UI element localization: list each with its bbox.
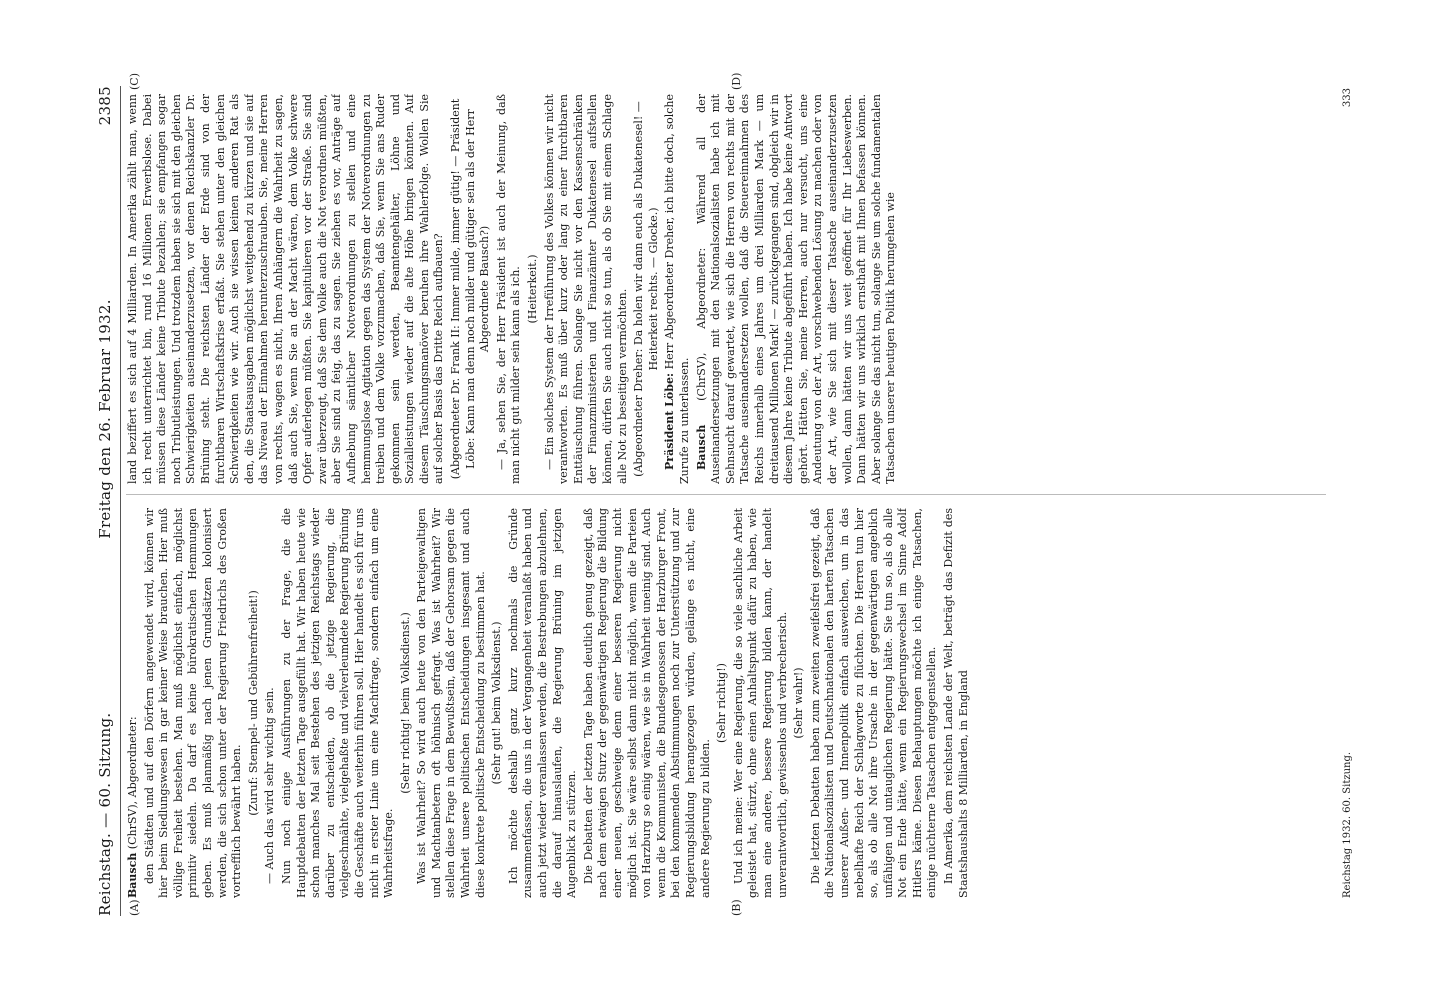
column-divider <box>126 494 1326 495</box>
speech-paragraph: Und ich meine: Wer eine Regierung, die so viele sachliche Arbeit geleistet hat, stürzt, ohne einen Anhaltspunkt dafür zu haben, wie man eine andere, bessere Regierung bilden kann, der handelt unverantwortlich, gewissenlos und verbrecherisch. <box>731 508 789 898</box>
footer-sheet-number: 333 <box>1342 88 1353 108</box>
speech-text: Herr Abgeordneter Dreher, ich bitte doch, solche Zurufe zu unterlassen. <box>663 94 691 484</box>
speech-paragraph: Die Debatten der letzten Tage haben deutlich genug gezeigt, daß nach dem etwaigen Sturz der gegenwärtigen Regierung die Bildung einer neuen, geschweige denn einer besseren Regierung nicht möglich ist. Sie wäre selbst dann nicht möglich, wenn die Parteien von Harzburg so einig wären, wie sie in Wahrheit uneinig sind. Auch wenn die Kommunisten, die Bundesgenossen der Harzburger Front, bei den kommenden Abstimmungen noch zur Unterstützung und zur Regierungsbildung herangezogen würden, gelänge es nicht, eine andere Regierung zu bilden. <box>581 508 712 898</box>
speech-text: (ChrSV), Abgeordneter: Während all der Auseinandersetzungen mit den Nationalsozialisten habe ich mit Sehnsucht darauf gewartet, wie sich die Herren von rechts mit der Tatsache auseinandersetzen wollen, daß die Steuereinnahmen des Reichs innerhalb eines Jahres um drei Milliarden Mark — um dreitausend Millionen Mark! — zurückgegangen sind, obgleich wir in diesem Jahre keine Tribute abgeführt haben. Ich habe keine Antwort gehört. Hätten Sie, meine Herren, auch nur versucht, uns eine Andeutung von der Art, vorschwebenden Lösung zu machen oder von der Art, wie Sie sich mit dieser Tatsache auseinanderzusetzen wollen, dann hätten wir uns weit geöffnet für Ihr Liebeswerben. Dann hätten wir uns wirklich ernsthaft mit Ihnen befassen können. Aber solange Sie das nicht tun, solange Sie um solche fundamentalen Tatsachen unserer heutigen Politik herumgehen wie <box>694 94 898 484</box>
speech-paragraph: land beziffert es sich auf 4 Milliarden. In Amerika zählt man, wenn ich recht unterrichtet bin, rund 16 Millionen Erwerbslose. Dabei müssen diese Länder keine Tribute bezahlen; sie empfangen sogar noch Tributleistungen. Und trotzdem haben sie sich mit den gleichen Schwierigkeiten auseinanderzusetzen, vor denen Reichskanzler Dr. Brüning steht. Die reichsten Länder der Erde sind von der furchtbaren Wirtschaftskrise erfaßt. Sie stehen unter den gleichen Schwierigkeiten wie wir. Auch sie wissen keinen anderen Rat als den, die Staatsausgaben möglichst weitgehend zu kürzen und sie auf das Niveau der Einnahmen herunterzuschrauben. Sie, meine Herren von rechts, wagen es nicht, Ihren Anhängern die Wahrheit zu sagen, daß auch Sie, wenn Sie an der Macht wären, dem Volke schwere Opfer auferlegen müßten. Sie kapitulieren vor der Straße. Sie sind zwar überzeugt, daß Sie dem Volke auch die Not verordnen müßten, aber Sie sind zu feig, das zu sagen. Sie ziehen es vor, Anträge auf Aufhebung sämtlicher Notverordnungen zu stellen und eine hemmungslose Agitation gegen das System der Notverordnungen zu treiben und dem Volke vorzumachen, daß Sie, wenn Sie ans Ruder gekommen sein werden, Beamtengehälter, Löhne und Sozialleistungen wieder auf die alte Höhe bringen könnten. Auf diesem Täuschungsmanöver beruhen ihre Wahlerfolge. Wollen Sie auf solcher Basis das Dritte Reich aufbauen? <box>126 94 446 484</box>
margin-mark-a: (A) <box>128 899 141 916</box>
speech-paragraph: Ich möchte deshalb ganz kurz nochmals die Gründe zusammenfassen, die uns in der Vergangenheit veranlaßt haben und auch jetzt wieder veranlassen werden, die Bestrebungen abzulehnen, die darauf hinauslaufen, die Regierung Brüning im jetzigen Augenblick zu stürzen. <box>506 508 579 898</box>
interjection: (Sehr richtig! beim Volksdienst.) <box>398 612 412 794</box>
speaker-name: Präsident Löbe: <box>663 372 677 470</box>
header-left: Reichstag. — 60. Sitzung. <box>96 712 114 916</box>
footer-left: Reichstag 1932. 60. Sitzung. <box>1342 751 1353 898</box>
speech-paragraph: Nun noch einige Ausführungen zu der Frage, die die Hauptdebatten der letzten Tage ausgefüllt hat. Wir haben heute wie schon manches Mal seit Bestehen des jetzigen Reichstags wieder darüber zu entscheiden, ob die jetzige Regierung, die vielgeschmähte, vielgehaßte und vielverleumdete Regierung Brüning die Geschäfte auch weiterhin führen soll. Hier handelt es sich für uns nicht in erster Linie um eine Machtfrage, sondern einfach um eine Wahrheitsfrage. <box>279 508 396 898</box>
interjection: (Sehr gut! beim Volksdienst.) <box>490 621 504 785</box>
speech-paragraph: — Ja, sehen Sie, der Herr Präsident ist auch der Meinung, daß man nicht gut milder sein kann als ich. <box>494 94 523 484</box>
page-number: 2385 <box>96 86 114 126</box>
speech-paragraph: — Auch das wird sehr wichtig sein. <box>263 687 277 884</box>
speech-text: (ChrSV), Abgeordneter: <box>126 716 139 853</box>
speaker-paragraph <box>663 94 692 484</box>
interjection: (Sehr richtig!) <box>715 663 729 743</box>
speaker-name: Bausch <box>126 852 139 898</box>
page-header <box>96 86 118 916</box>
page-footer <box>1342 88 1358 898</box>
margin-mark-b: (B) <box>730 899 743 916</box>
interjection: (Abgeordneter Dreher: Da holen wir dann euch als Dukatenesel! — Heiterkeit rechts. — Glocke.) <box>632 101 660 477</box>
speech-paragraph: In Amerika, dem reichsten Lande der Welt, beträgt das Defizit des Staatshaushalts 8 Milliarden, in England <box>942 508 970 898</box>
margin-mark-c: (C) <box>128 73 141 90</box>
interjection: (Sehr wahr!) <box>792 667 806 739</box>
header-rule <box>120 86 121 916</box>
speech-paragraph: Die letzten Debatten haben zum zweiten zweifelsfrei gezeigt, daß die Nationalsozialisten und Deutschnationalen den harten Tatsachen unserer Außen- und Innenpolitik einfach ausweichen, um in das nebelhafte Reich der Schlagworte zu flüchten. Die Herren tun hier so, als ob alle Not ihre Ursache in der gegenwärtigen angeblich unfähigen und untauglichen Regierung hätte. Sie tun so, als ob alle Not ein Ende hätte, wenn ein Regierungswechsel im Sinne Adolf Hitlers käme. Diesen Behauptungen möchte ich einige Tatsachen, einige nüchterne Tatsachen entgegenstellen. <box>808 508 939 898</box>
speaker-name: Bausch <box>694 424 708 470</box>
speaker-paragraph <box>126 508 141 898</box>
speaker-paragraph <box>695 94 899 484</box>
header-date: Freitag den 26. Februar 1932. <box>96 299 114 539</box>
left-column <box>126 508 1336 898</box>
speech-paragraph: Was ist Wahrheit? So wird auch heute von den Parteigewaltigen und Machtanbetern oft höhnisch gefragt. Was ist Wahrheit? Wir stellen diese Frage in dem Bewußtsein, daß der Gehorsam gegen die Wahrheit unsere politischen Entscheidungen insgesamt und auch diese konkrete politische Entscheidung zu bestimmen hat. <box>415 508 487 898</box>
speech-paragraph: den Städten und auf den Dörfern angewendet wird, können wir hier beim Siedlungswesen in gar keiner Weise brauchen. Hier muß völlige Freiheit bestehen. Man muß möglichst einfach, möglichst primitiv siedeln. Da darf es keine bürokratischen Hemmungen geben. Es muß planmäßig nach jenen Grundsätzen kolonisiert werden, die sich schon unter der Regierung Friedrichs des Großen vortrefflich bewährt haben. <box>142 508 244 898</box>
interjection: (Heiterkeit.) <box>526 254 540 324</box>
right-column <box>126 94 1336 484</box>
speech-paragraph: — Ein solches System der Irreführung des Volkes können wir nicht verantworten. Es muß über kurz oder lang zu einer furchtbaren Enttäuschung führen. Solange Sie nicht vor den Kassenschränken der Finanzministerien und Finanzämter Dukatenesel aufstellen können, dürfen Sie auch nicht so tun, als ob Sie mit einem Schlage alle Not zu beseitigen vermöchten. <box>542 94 629 484</box>
interjection: (Abgeordneter Dr. Frank II: Immer milde, immer gütig! — Präsident Löbe: Kann man denn noch milder und gütiger sein als der Herr Abgeordnete Bausch?) <box>449 98 492 480</box>
margin-mark-d: (D) <box>730 72 743 90</box>
interjection: (Zuruf: Stempel- und Gebührenfreiheit!) <box>246 590 260 816</box>
